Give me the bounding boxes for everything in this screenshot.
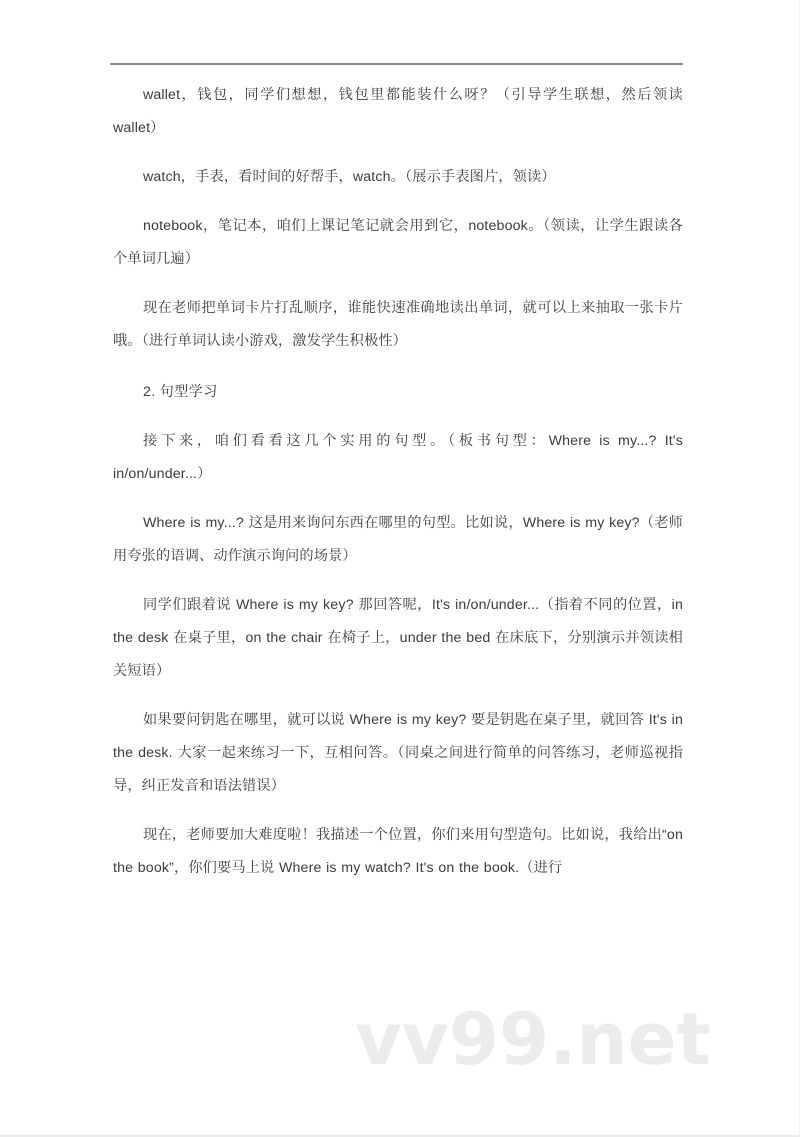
document-body (113, 79, 683, 901)
paragraph-where-is-my-explanation: Where is my...? 这是用来询问东西在哪里的句型。比如说，Where is my key?（老师用夸张的语调、动作演示询问的场景） (113, 515, 683, 564)
site-watermark: vv99.net (355, 997, 711, 1081)
paragraph-wallet: wallet，钱包，同学们想想，钱包里都能装什么呀？（引导学生联想，然后领读 wallet） (113, 87, 683, 136)
paragraph-notebook: notebook，笔记本，咱们上课记笔记就会用到它，notebook。（领读，让学生跟读各个单词几遍） (113, 218, 683, 267)
paragraph-word-card-game: 现在老师把单词卡片打乱顺序，谁能快速准确地读出单词，就可以上来抽取一张卡片哦。（进行单词认读小游戏，激发学生积极性） (113, 300, 683, 349)
paragraph-watch: watch，手表，看时间的好帮手，watch。（展示手表图片，领读） (143, 169, 556, 185)
header-divider-rule (110, 63, 683, 65)
paragraph-harder-task: 现在，老师要加大难度啦！我描述一个位置，你们来用句型造句。比如说，我给出“on the book”，你们要马上说 Where is my watch? It's on the book.（进行 (113, 827, 683, 876)
paragraph-sentence-pattern-intro: 接下来，咱们看看这几个实用的句型。（板书句型：Where is my...? It's in/on/under...） (113, 433, 683, 482)
section-heading-sentence-patterns: 2. 句型学习 (143, 384, 218, 400)
paragraph-answer-forms: 同学们跟着说 Where is my key? 那回答呢，It's in/on/under...（指着不同的位置，in the desk 在桌子里，on the chair 在椅子上，under the bed 在床底下，分别演示并领读相关短语） (113, 597, 683, 679)
paragraph-pair-practice: 如果要问钥匙在哪里，就可以说 Where is my key? 要是钥匙在桌子里，就回答 It's in the desk. 大家一起来练习一下，互相问答。（同桌之间进行简单的问答练习，老师巡视指导，纠正发音和语法错误） (113, 712, 683, 794)
